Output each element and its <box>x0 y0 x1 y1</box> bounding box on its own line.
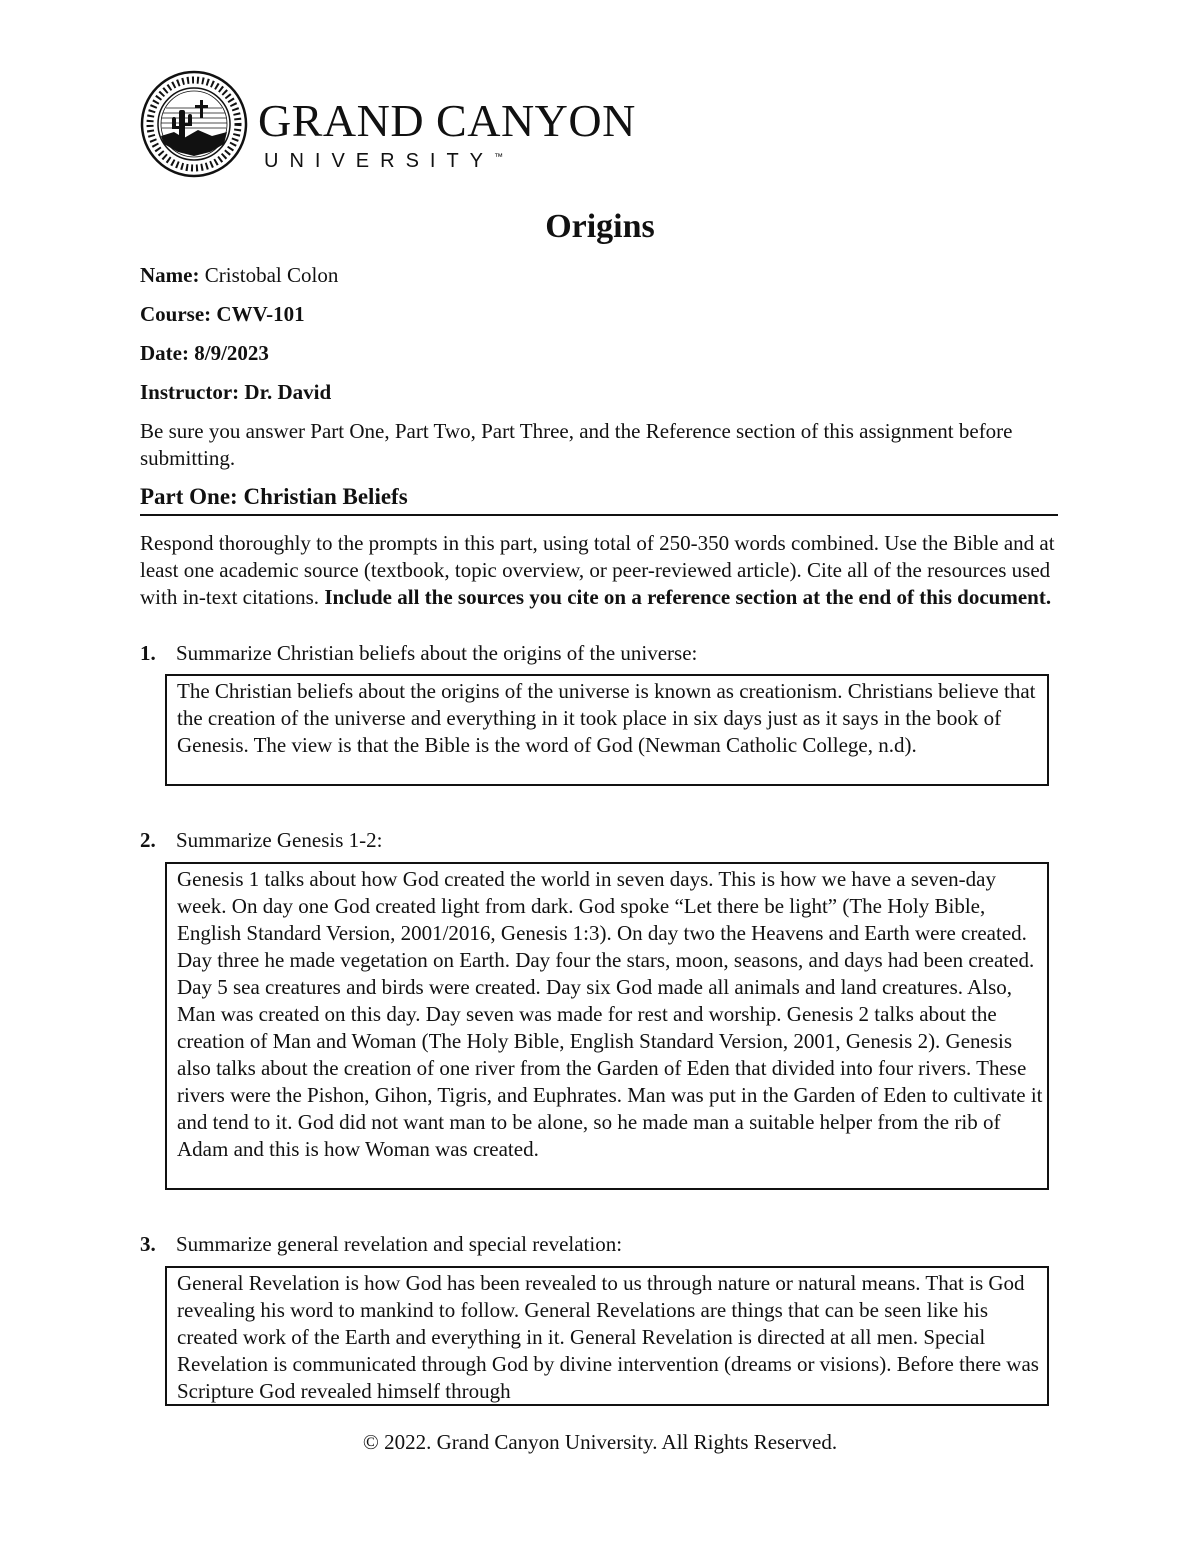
course-field <box>140 302 305 327</box>
instructions-bold-text: Include all the sources you cite on a reference section at the end of this document. <box>324 585 1052 609</box>
question-number: 2. <box>140 828 156 852</box>
question-2 <box>140 827 382 854</box>
university-wordmark <box>258 95 636 173</box>
part-one-heading: Part One: Christian Beliefs <box>140 484 1058 516</box>
name-field <box>140 263 338 288</box>
assignment-intro: Be sure you answer Part One, Part Two, Part Three, and the Reference section of this assignment before submitting. <box>140 419 1013 470</box>
question-prompt: Summarize general revelation and special revelation: <box>176 1232 623 1256</box>
instructions-text: Respond thoroughly to the prompts in this part, using total of 250-350 words combined. Use the Bible and at least one academic source (textbook, topic overview, or peer-reviewed article). Cite all of the resources used with in-text citations. <box>140 531 1055 609</box>
copyright-footer: © 2022. Grand Canyon University. All Rights Reserved. <box>362 1430 838 1454</box>
wordmark-line2 <box>264 150 636 173</box>
answer-box-3[interactable]: General Revelation is how God has been revealed to us through nature or natural means. That is God revealing his word to mankind to follow. General Revelations are things that can be seen like his created work of the Earth and everything in it. General Revelation is directed at all men. Special Revelation is communicated through God by divine intervention (dreams or visions). Before there was Scripture God revealed himself through <box>165 1266 1049 1406</box>
university-seal-icon <box>140 70 248 178</box>
answer-box-2[interactable]: Genesis 1 talks about how God created the world in seven days. This is how we have a seven-day week. On day one God created light from dark. God spoke “Let there be light” (The Holy Bible, English Standard Version, 2001/2016, Genesis 1:3). On day two the Heavens and Earth were created. Day three he made vegetation on Earth. Day four the stars, moon, seasons, and days had been created. Day 5 sea creatures and birds were created. Day six God made all animals and land creatures. Also, Man was created on this day. Day seven was made for rest and worship. Genesis 2 talks about the creation of Man and Woman (The Holy Bible, English Standard Version, 2001, Genesis 2). Genesis also talks about the creation of one river from the Garden of Eden that divided into four rivers. These rivers were the Pishon, Gihon, Tigris, and Euphrates. Man was put in the Garden of Eden to cultivate it and tend to it. God did not want man to be alone, so he made man a suitable helper from the rib of Adam and this is how Woman was created. <box>165 862 1049 1190</box>
instructor-label: Instructor: <box>140 380 240 404</box>
date-label: Date: <box>140 341 189 365</box>
question-prompt: Summarize Christian beliefs about the origins of the universe: <box>176 641 698 665</box>
question-number: 3. <box>140 1232 156 1256</box>
instructor-field <box>140 380 331 405</box>
question-number: 1. <box>140 641 156 665</box>
course-value: CWV-101 <box>211 302 305 326</box>
instructor-value: Dr. David <box>239 380 332 404</box>
question-1 <box>140 640 697 667</box>
trademark-symbol: ™ <box>494 151 504 162</box>
date-field <box>140 341 269 366</box>
document-title: Origins <box>545 208 655 245</box>
part-one-instructions <box>140 530 1060 611</box>
university-logo <box>140 70 636 185</box>
date-value: 8/9/2023 <box>188 341 269 365</box>
course-label: Course: <box>140 302 212 326</box>
wordmark-line1: GRAND CANYON <box>258 95 636 146</box>
question-prompt: Summarize Genesis 1-2: <box>176 828 383 852</box>
wordmark-line2-text: UNIVERSITY <box>264 150 495 172</box>
name-value: Cristobal Colon <box>199 263 339 287</box>
name-label: Name: <box>140 263 200 287</box>
question-3 <box>140 1231 622 1258</box>
answer-box-1[interactable]: The Christian beliefs about the origins of the universe is known as creationism. Christians believe that the creation of the universe and everything in it took place in six days just as it says in the book of Genesis. The view is that the Bible is the word of God (Newman Catholic College, n.d). <box>165 674 1049 786</box>
